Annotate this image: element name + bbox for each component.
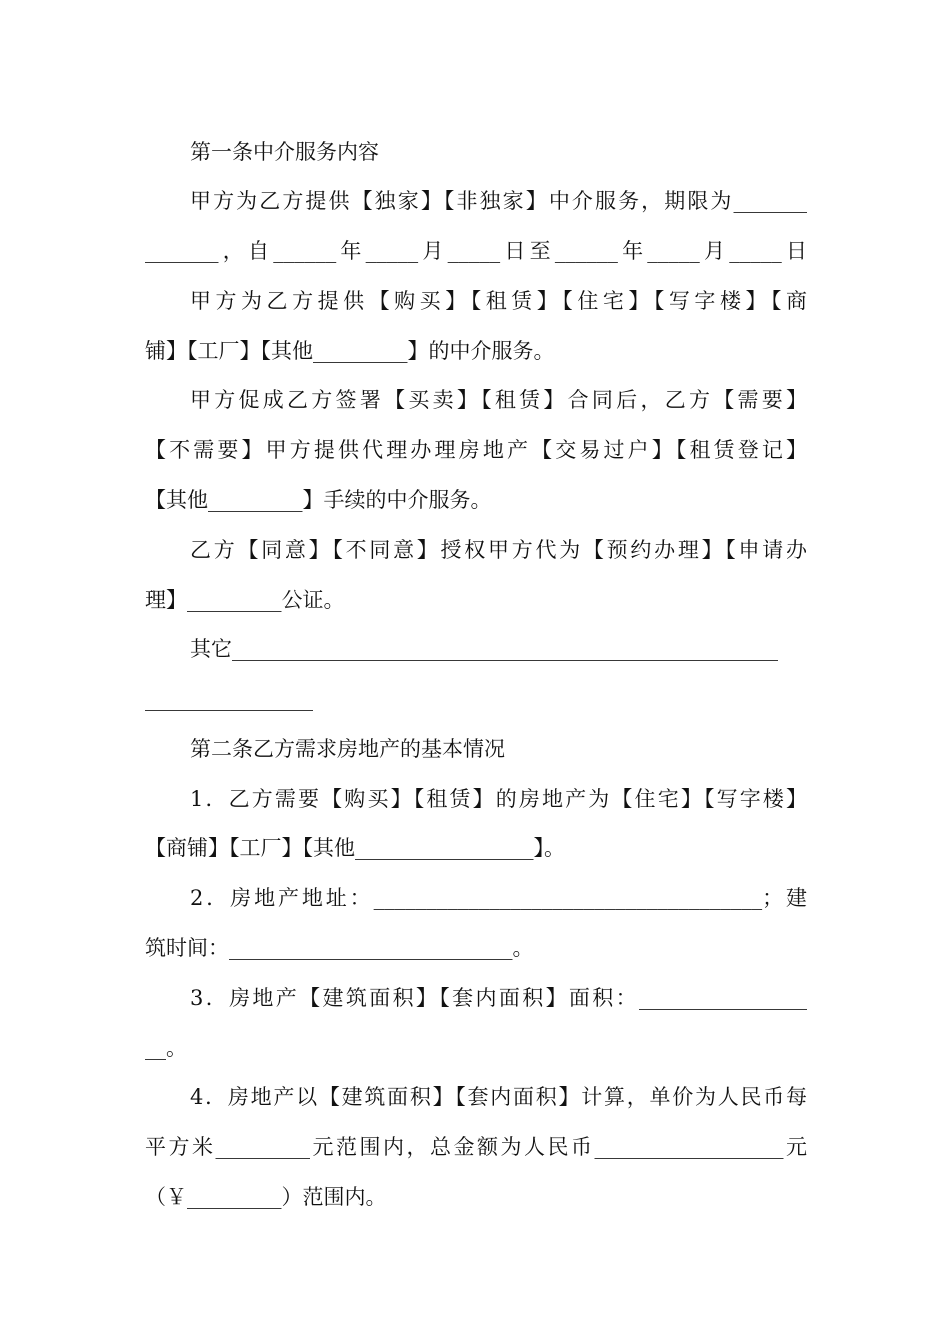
paragraph-line: 1．乙方需要【购买】【租赁】的房地产为【住宅】【写字楼】	[190, 787, 807, 811]
paragraph-line: ________________	[145, 687, 313, 711]
paragraph-line: 铺】【工厂】【其他_________】的中介服务。	[145, 339, 555, 363]
paragraph-line: 理】_________公证。	[145, 588, 345, 612]
paragraph-line: 乙方【同意】【不同意】授权甲方代为【预约办理】【申请办	[190, 538, 807, 562]
paragraph-line: 2．房地产地址：_____________________________________；建	[190, 886, 807, 910]
paragraph-line: 3．房地产【建筑面积】【套内面积】面积：________________	[190, 986, 807, 1010]
paragraph-line: 【不需要】甲方提供代理办理房地产【交易过户】【租赁登记】	[145, 438, 807, 462]
paragraph-line: 甲方为乙方提供【独家】【非独家】中介服务，期限为_______	[190, 189, 807, 213]
paragraph-line: __。	[145, 1036, 187, 1060]
paragraph-line: 【其他_________】手续的中介服务。	[145, 488, 492, 512]
paragraph-line: 4．房地产以【建筑面积】【套内面积】计算，单价为人民币每	[190, 1085, 807, 1109]
paragraph-line: 筑时间：___________________________。	[145, 936, 534, 960]
section-heading-2: 第二条乙方需求房地产的基本情况	[190, 737, 505, 761]
section-heading-1: 第一条中介服务内容	[190, 140, 379, 164]
paragraph-line: （￥_________）范围内。	[145, 1185, 387, 1209]
paragraph-line: 甲方促成乙方签署【买卖】【租赁】合同后，乙方【需要】	[190, 388, 807, 412]
paragraph-line: 【商铺】【工厂】【其他_________________】。	[145, 836, 565, 860]
paragraph-line: 甲方为乙方提供【购买】【租赁】【住宅】【写字楼】【商	[190, 289, 807, 313]
paragraph-line: 平方米_________元范围内，总金额为人民币__________________元	[145, 1135, 807, 1159]
paragraph-line: 其它____________________________________________________	[190, 637, 778, 661]
paragraph-line: _______，自______年_____月_____日至______年_____月_____日	[145, 239, 807, 263]
